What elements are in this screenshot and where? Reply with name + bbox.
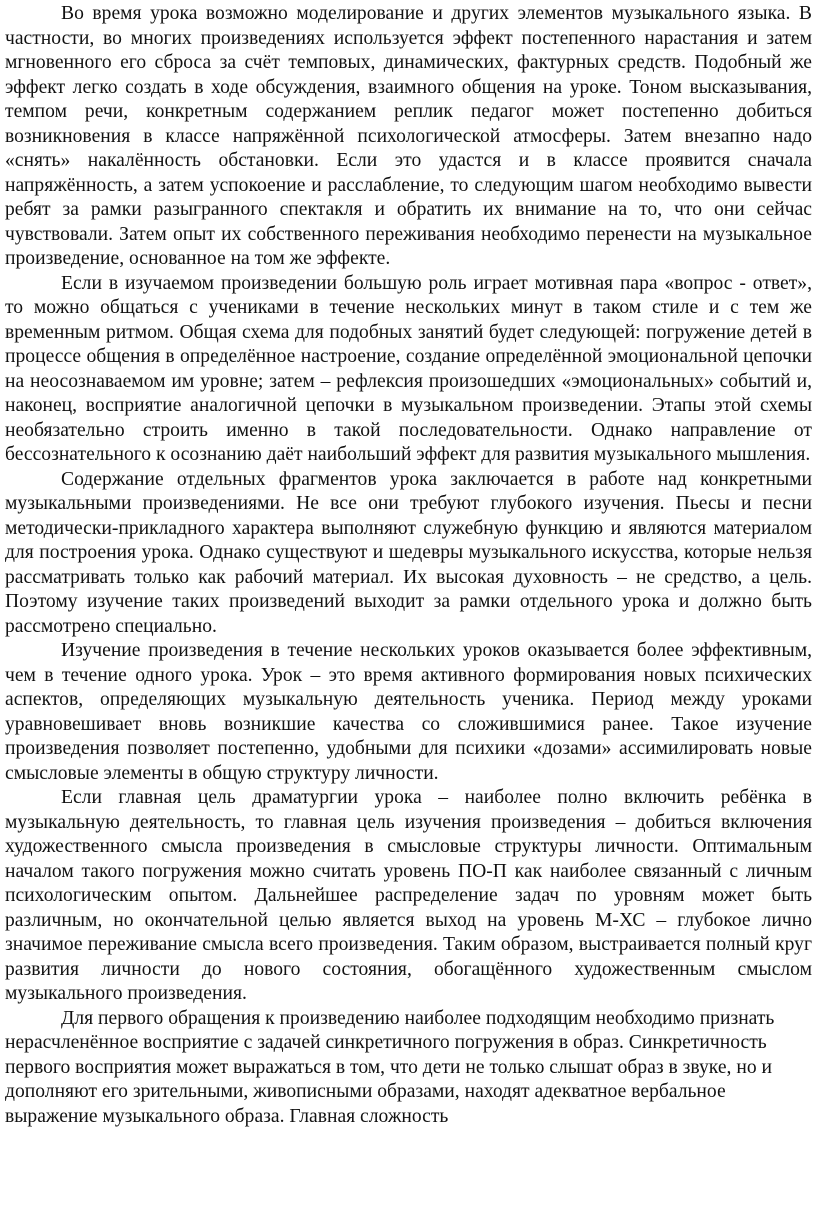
paragraph-3: Содержание отдельных фрагментов урока заключается в работе над конкретными музыкальными произведениями. Не все они требуют глубокого изучения. Пьесы и песни методически-прикладного характера выполняют служебную функцию и являются материалом для построения урока. Однако существуют и шедевры музыкального искусства, которые нельзя рассматривать только как рабочий материал. Их высокая духовность – не средство, а цель. Поэтому изучение таких произведений выходит за рамки отдельного урока и должно быть рассмотрено специально. xyxy=(5,468,812,637)
paragraph-5: Если главная цель драматургии урока – наиболее полно включить ребёнка в музыкальную деятельность, то главная цель изучения произведения – добиться включения художественного смысла произведения в смысловые структуры личности. Оптимальным началом такого погружения можно считать уровень ПО-П как наиболее связанный с личным психологическим опытом. Дальнейшее распределение задач по уровням может быть различным, но окончательной целью является выход на уровень М-ХС – глубокое лично значимое переживание смысла всего произведения. Таким образом, выстраивается полный круг развития личности до нового состояния, обогащённого художественным смыслом музыкального произведения. xyxy=(5,787,812,1004)
paragraph-1: Во время урока возможно моделирование и других элементов музыкального языка. В частности, во многих произведениях используется эффект постепенного нарастания и затем мгновенного его сброса за счёт темповых, динамических, фактурных средств. Подобный же эффект легко создать в ходе обсуждения, взаимного общения на уроке. Тоном высказывания, темпом речи, конкретным содержанием реплик педагог может постепенно добиться возникновения в классе напряжённой психологической атмосферы. Затем внезапно надо «снять» накалённость обстановки. Если это удастся и в классе проявится сначала напряжённость, а затем успокоение и расслабление, то следующим шагом необходимо вывести ребят за рамки разыгранного спектакля и обратить их внимание на то, что они сейчас чувствовали. Затем опыт их собственного переживания необходимо перенести на музыкальное произведение, основанное на том же эффекте. xyxy=(5,3,812,269)
paragraph-4: Изучение произведения в течение нескольких уроков оказывается более эффективным, чем в течение одного урока. Урок – это время активного формирования новых психических аспектов, определяющих музыкальную деятельность ученика. Период между уроками уравновешивает вновь возникшие качества со сложившимися ранее. Такое изучение произведения позволяет постепенно, удобными для психики «дозами» ассимилировать новые смысловые элементы в общую структуру личности. xyxy=(5,640,812,784)
paragraph-2: Если в изучаемом произведении большую роль играет мотивная пара «вопрос - ответ», то можно общаться с учениками в течение нескольких минут в таком стиле и с тем же временным ритмом. Общая схема для подобных занятий будет следующей: погружение детей в процессе общения в определённое настроение, создание определённой эмоциональной цепочки на неосознаваемом им уровне; затем – рефлексия произошедших «эмоциональных» событий и, наконец, восприятие аналогичной цепочки в музыкальном произведении. Этапы этой схемы необязательно строить именно в такой последовательности. Однако направление от бессознательного к осознанию даёт наибольший эффект для развития музыкального мышления. xyxy=(5,272,812,465)
paragraph-6: Для первого обращения к произведению наиболее подходящим необходимо признать нерасчленённое восприятие с задачей синкретичного погружения в образ. Синкретичность первого восприятия может выражаться в том, что дети не только слышат образ в звуке, но и дополняют его зрительными, живописными образами, находят адекватное вербальное выражение музыкального образа. Главная сложность xyxy=(5,1007,775,1127)
